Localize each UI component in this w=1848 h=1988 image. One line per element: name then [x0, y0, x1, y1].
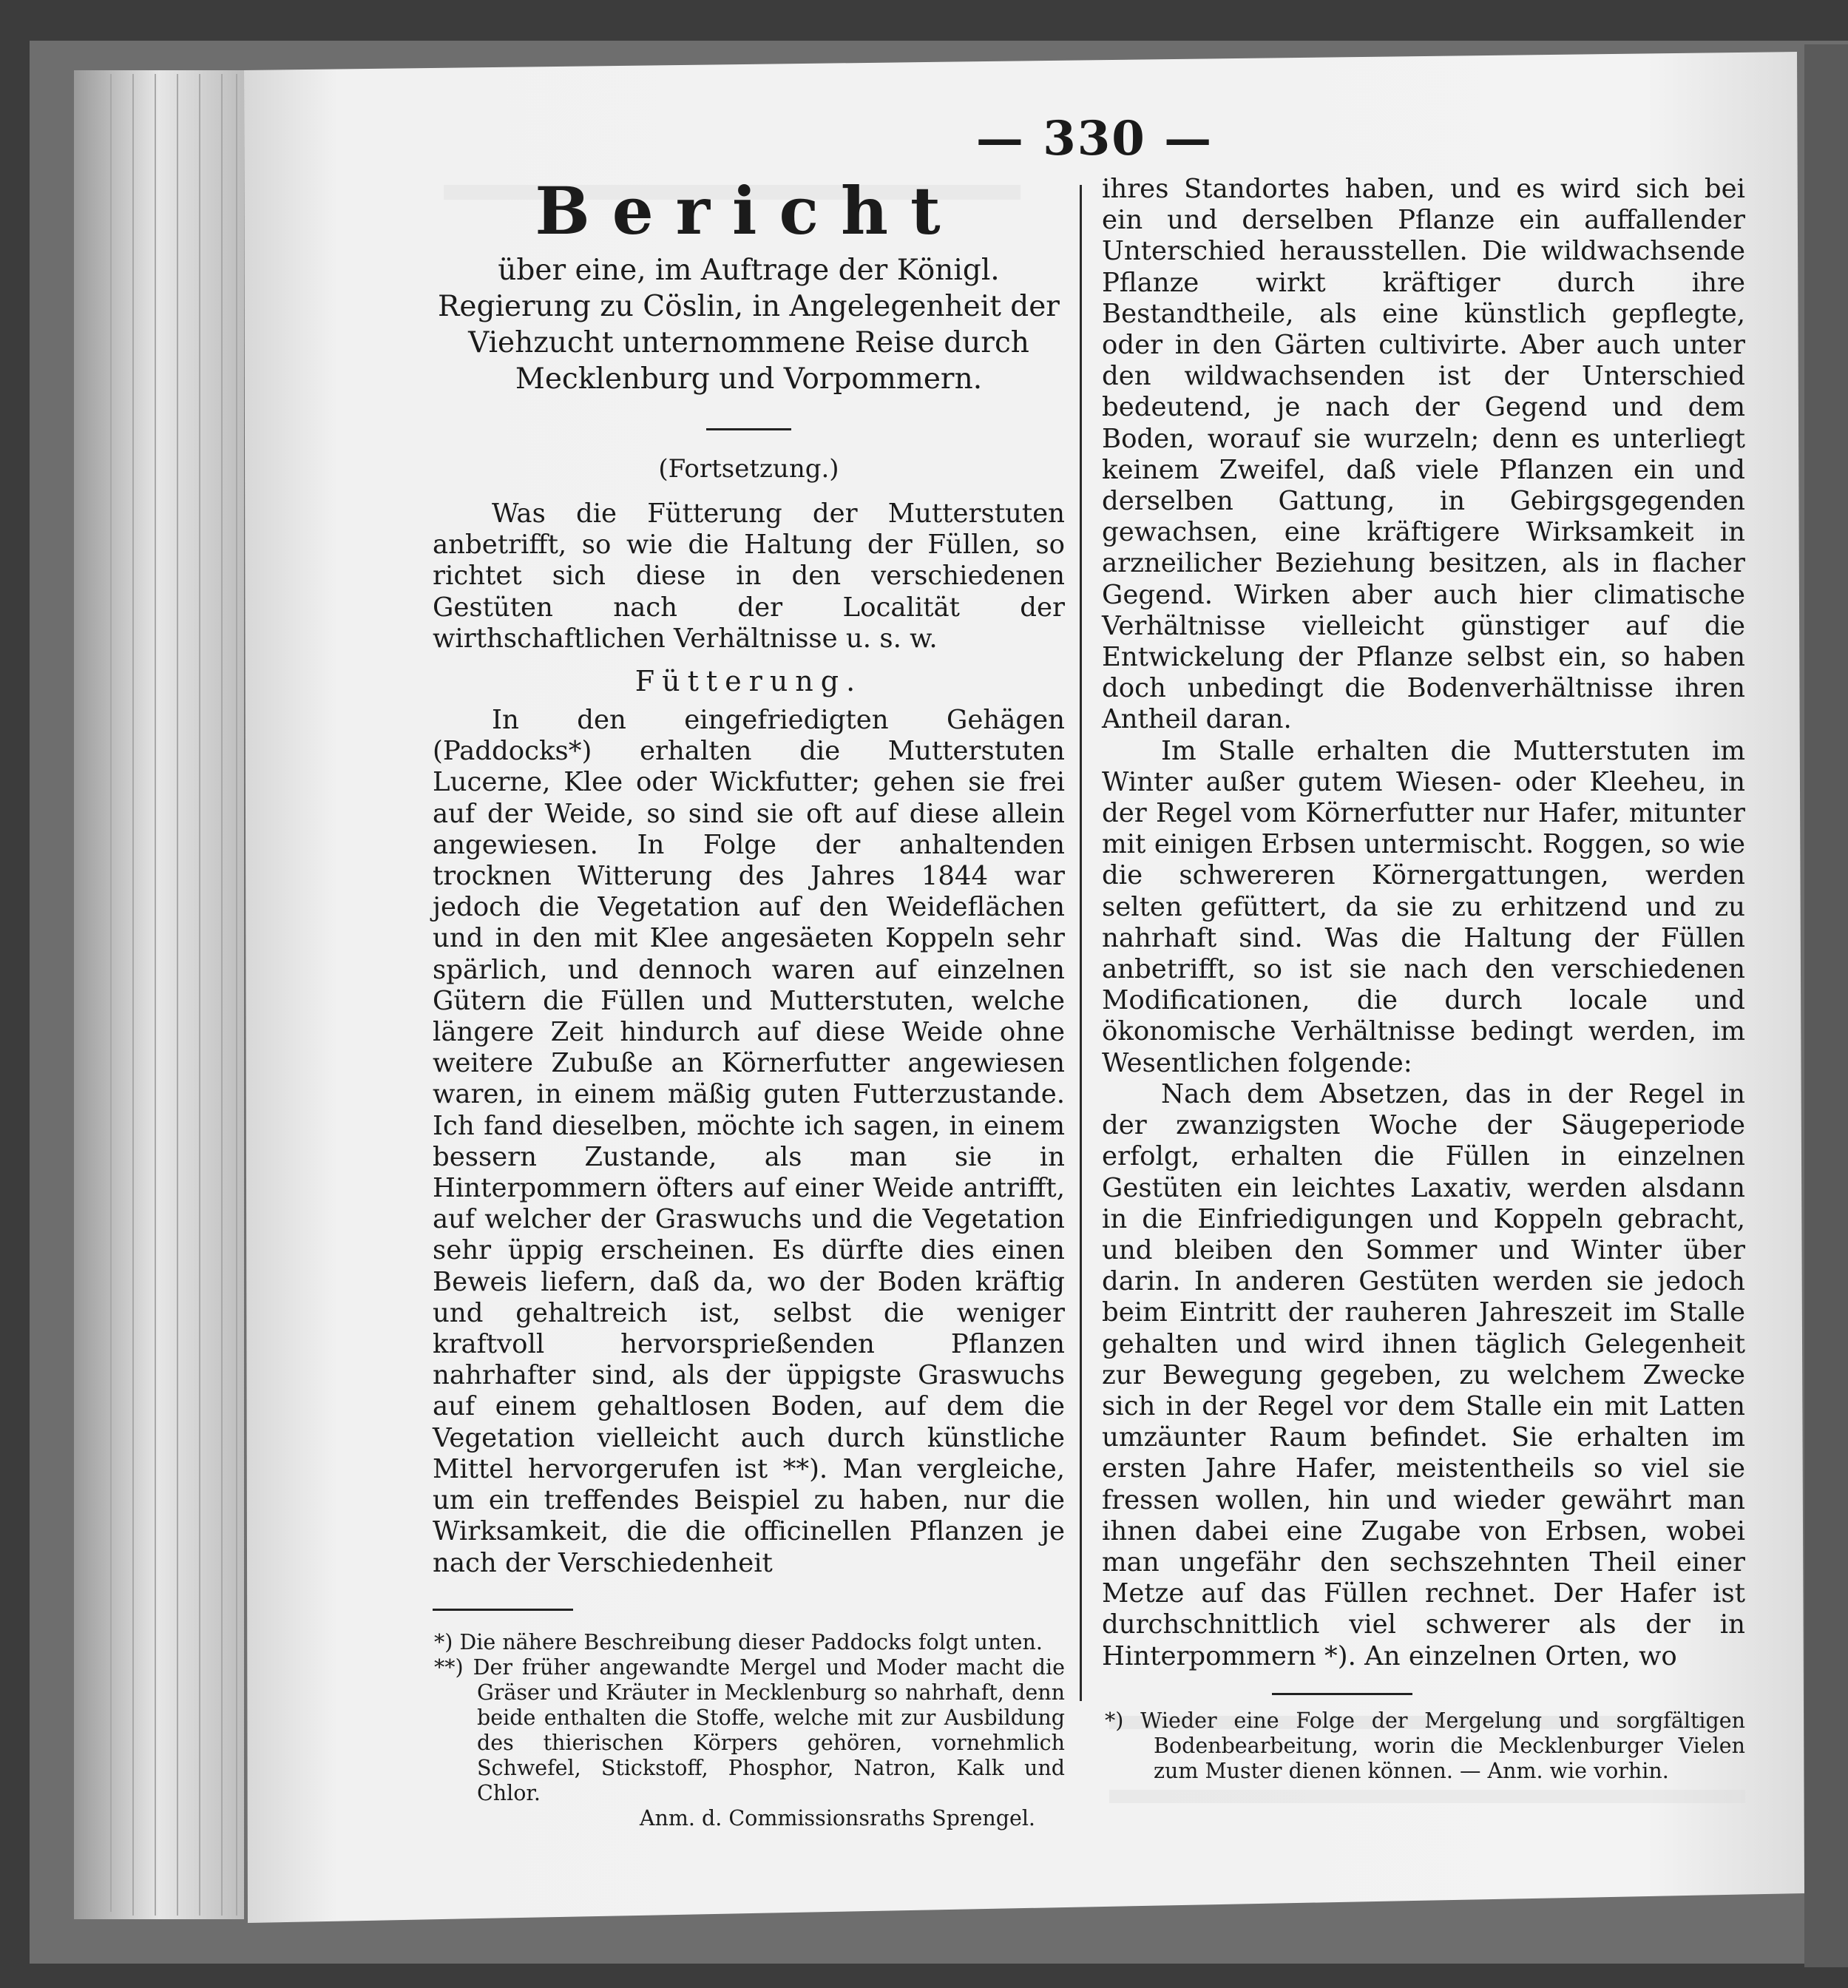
footnote-signature: Anm. d. Commissionsraths Sprengel. [639, 1805, 1035, 1830]
body-paragraph-right-1: ihres Standortes haben, und es wird sich bei ein und derselben Pflanze ein auffallender Unterschied herausstellen. Die wildwachsende Pflanze wirkt kräftiger durch ihre Bestandtheile, als eine künstlich gepflegte, oder in den Gärten cultivirte. Aber auch unter den wildwachsenden ist der Unterschied bedeutend, je nach der Gegend und dem Boden, worauf sie wurzeln; denn es unterliegt keinem Zweifel, daß viele Pflanzen ein und derselben Gattung, in Gebirgsgegenden gewachsen, eine kräftigere Wirksamkeit in arzneilicher Beziehung besitzen, als in flacher Gegend. Wirken aber auch hier climatische Verhältnisse vielleicht günstiger auf die Entwickelung der Pflanze selbst ein, so haben doch unbedingt die Bodenverhältnisse ihren Antheil daran. [1102, 174, 1745, 735]
column-divider [1080, 185, 1082, 1701]
body-paragraph-right-3: Nach dem Absetzen, das in der Regel in der zwanzigsten Woche der Säugeperiode erfolgt, erhalten die Füllen in einzelnen Gestüten ein leichtes Laxativ, werden alsdann in die Einfriedigungen und Koppeln gebracht, und bleiben den Sommer und Winter über darin. In anderen Gestüten werden sie jedoch beim Eintritt der rauheren Jahreszeit im Stalle gehalten und wird ihnen täglich Gelegenheit zur Bewegung gegeben, zu welchem Zwecke sich in der Regel vor dem Stalle ein mit Latten umzäunter Raum befindet. Sie erhalten im ersten Jahre Hafer, meistentheils so viel sie fressen wollen, hin und wieder gewährt man ihnen dabei eine Zugabe von Erbsen, wobei man ungefähr den sechszehnten Theil einer Metze auf das Füllen rechnet. Der Hafer ist durchschnittlich viel schwerer als der in Hinterpommern *). An einzelnen Orten, wo [1102, 1078, 1745, 1671]
footnote-rule-right [1272, 1693, 1412, 1695]
left-column [433, 174, 1065, 1831]
footnote-rule-left [433, 1609, 573, 1611]
intro-paragraph: Was die Fütterung der Mutterstuten anbetrifft, so wie die Haltung der Füllen, so richtet sich diese in den verschiedenen Gestüten nach der Localität der wirthschaftlichen Verhältnisse u. s. w. [433, 498, 1065, 654]
page-number: — 330 — [975, 111, 1214, 166]
right-column [1102, 174, 1745, 1784]
title-rule [706, 428, 791, 430]
footnote-left-2: **) Der früher angewandte Mergel und Moder macht die Gräser und Kräuter in Mecklenburg so nahrhaft, denn beide enthalten die Stoffe, welche mit zur Ausbildung des thierischen Körpers gehören, vornehmlich Schwefel, Stickstoff, Phosphor, Natron, Kalk und Chlor. [434, 1654, 1065, 1805]
section-heading: Fütterung. [634, 665, 863, 698]
continued-label: (Fortsetzung.) [658, 454, 839, 484]
body-paragraph-left: In den eingefriedigten Gehägen (Paddocks*) erhalten die Mutterstuten Lucerne, Klee oder Wickfutter; gehen sie frei auf der Weide, so sind sie oft auf diese allein angewiesen. In Folge der anhaltenden trocknen Witterung des Jahres 1844 war jedoch die Vegetation auf den Weideflächen und in den mit Klee angesäeten Koppeln sehr spärlich, und dennoch waren auf einzelnen Gütern die Füllen und Mutterstuten, welche längere Zeit hindurch auf diese Weide ohne weitere Zubuße an Körnerfutter angewiesen waren, in einem mäßig guten Futterzustande. Ich fand dieselben, möchte ich sagen, in einem bessern Zustande, als man sie in Hinterpommern öfters auf einer Weide antrifft, auf welcher der Graswuchs und die Vegetation sehr üppig erscheinen. Es dürfte dies einen Beweis liefern, daß da, wo der Boden kräftig und gehaltreich ist, selbst die weniger kraftvoll hervorsprießenden Pflanzen nahrhafter sind, als der üppigste Graswuchs auf einem gehaltlosen Boden, auf dem die Vegetation vielleicht auch durch künstliche Mittel hervorgerufen ist **). Man vergleiche, um ein treffendes Beispiel zu haben, nur die Wirksamkeit, die die officinellen Pflanzen je nach der Verschiedenheit [433, 705, 1065, 1578]
body-paragraph-right-2: Im Stalle erhalten die Mutterstuten im Winter außer gutem Wiesen- oder Kleeheu, in der Regel vom Körnerfutter nur Hafer, mitunter mit einigen Erbsen untermischt. Roggen, so wie die schwereren Körnergattungen, werden selten gefüttert, da sie zu erhitzend und zu nahrhaft sind. Was die Haltung der Füllen anbetrifft, so ist sie nach den verschiedenen Modificationen, die durch locale und ökonomische Verhältnisse bedingt werden, im Wesentlichen folgende: [1102, 735, 1745, 1078]
article-subtitle: über eine, im Auftrage der Königl. Regierung zu Cöslin, in Angelegenheit der Viehzucht unternommene Reise durch Mecklenburg und Vorpommern. [438, 254, 1060, 396]
footnote-left-1: *) Die nähere Beschreibung dieser Paddocks folgt unten. [434, 1629, 1043, 1654]
article-title: Bericht [535, 172, 963, 249]
footnote-right: *) Wieder eine Folge der Mergelung und sorgfältigen Bodenbearbeitung, worin die Mecklenburger Vielen zum Muster dienen können. — Anm. wie vorhin. [1105, 1708, 1745, 1783]
